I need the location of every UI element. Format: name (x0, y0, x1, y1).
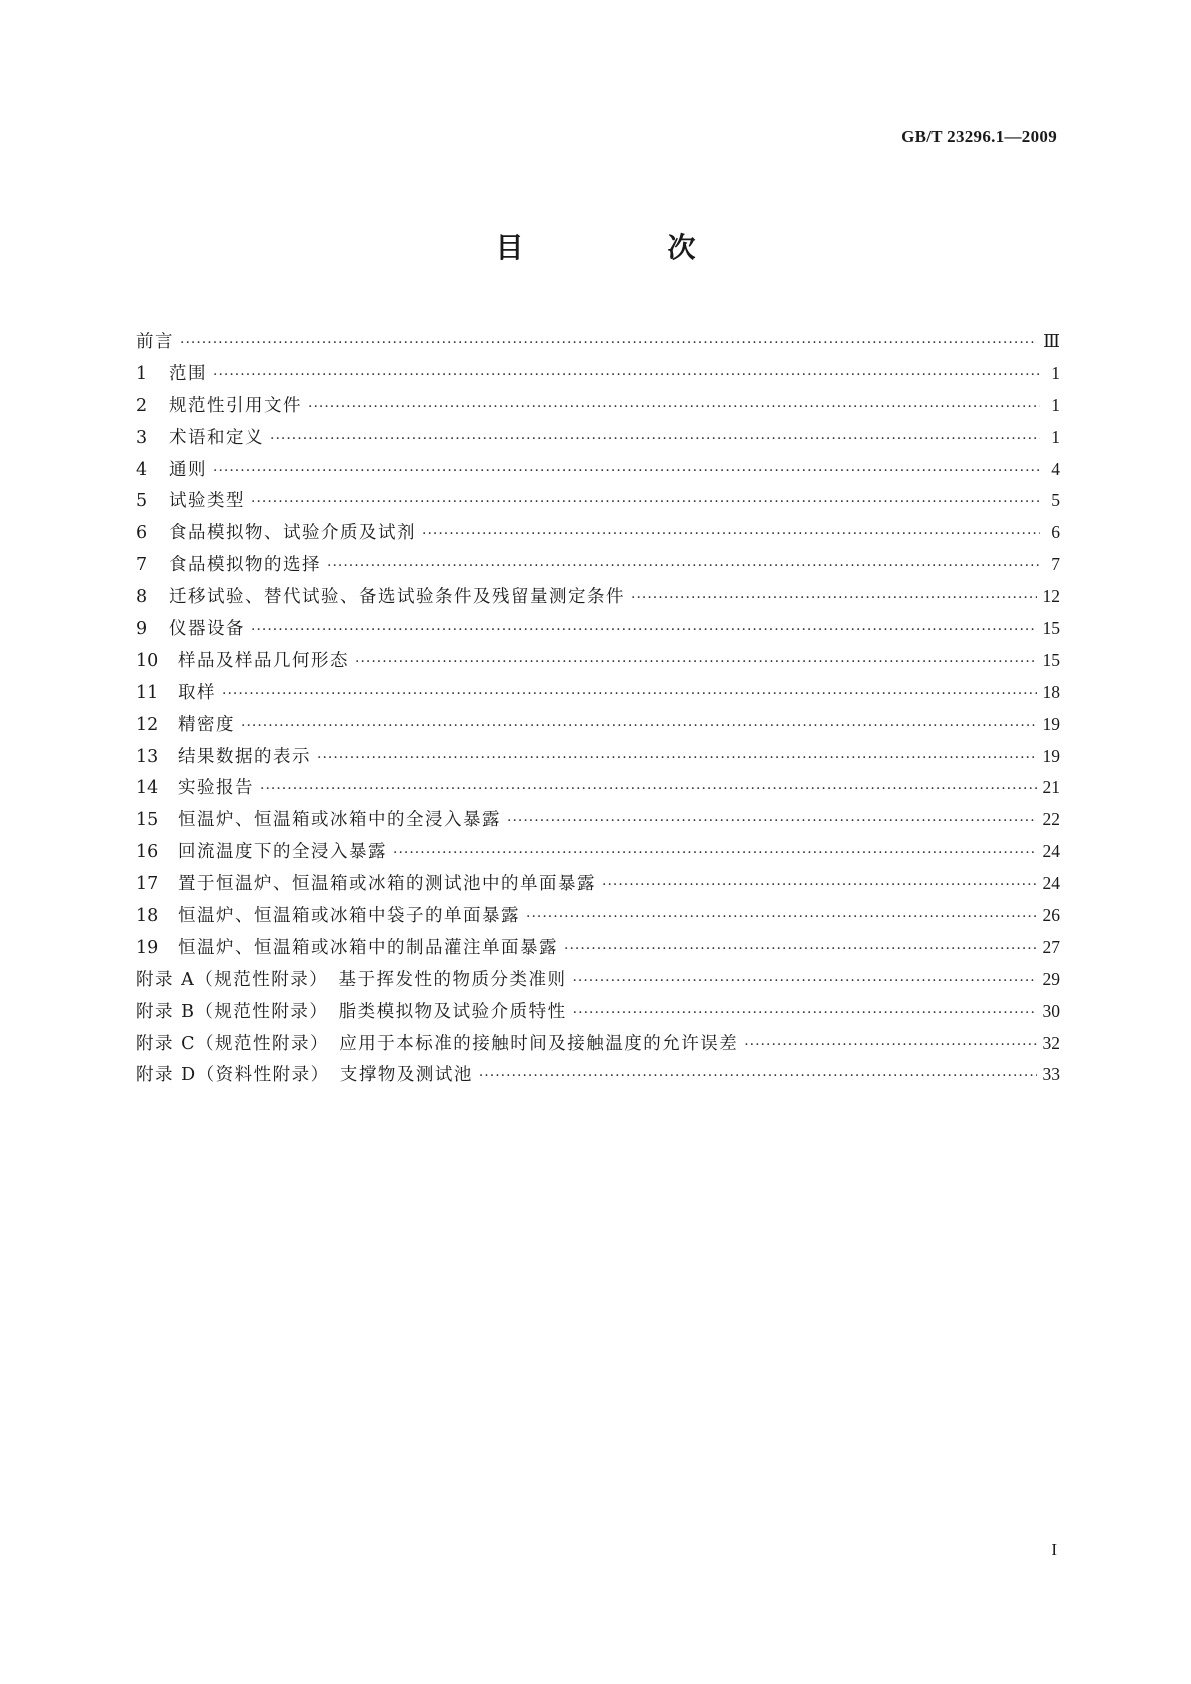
toc-entry-page: 22 (1042, 809, 1060, 830)
toc-entry-page: 19 (1042, 745, 1060, 766)
toc-leader-dots (251, 494, 1040, 510)
toc-entry-title: 食品模拟物的选择 (169, 555, 321, 576)
toc-entry-title: 附录 C（规范性附录） 应用于本标准的接触时间及接触温度的允许误差 (136, 1033, 739, 1054)
toc-entry-title: 规范性引用文件 (169, 395, 302, 416)
toc-entry-number: 9 (136, 619, 148, 640)
page-title: 目 次 (495, 231, 754, 264)
toc-entry-number: 7 (136, 555, 148, 576)
toc-entry-title: 结果数据的表示 (178, 746, 311, 767)
toc-entry[interactable] (136, 551, 1060, 583)
toc-entry-number: 16 (136, 842, 159, 863)
toc-entry[interactable] (136, 519, 1060, 551)
toc-entry[interactable] (136, 424, 1060, 456)
toc-entry[interactable] (136, 806, 1060, 838)
toc-leader-dots (479, 1068, 1037, 1084)
toc-entry[interactable] (136, 934, 1060, 966)
toc-entry[interactable] (136, 583, 1060, 615)
toc-entry-page: 1 (1051, 394, 1060, 415)
toc-entry-page: 32 (1042, 1032, 1060, 1053)
toc-leader-dots (251, 622, 1037, 638)
toc-entry[interactable] (136, 774, 1060, 806)
toc-leader-dots (355, 654, 1037, 670)
toc-entry-page: 1 (1051, 362, 1060, 383)
toc-entry-page: 6 (1051, 522, 1060, 543)
toc-entry-title: 前言 (136, 332, 174, 352)
toc-entry-title: 附录 B（规范性附录） 脂类模拟物及试验介质特性 (136, 1001, 567, 1022)
toc-entry[interactable] (136, 902, 1060, 934)
toc-entry-page: 19 (1042, 713, 1060, 734)
toc-entry-title: 恒温炉、恒温箱或冰箱中的制品灌注单面暴露 (178, 937, 558, 958)
toc-entry[interactable] (136, 647, 1060, 679)
toc-entry-title: 通则 (169, 459, 207, 480)
table-of-contents (136, 328, 1060, 1093)
toc-entry-number: 14 (136, 778, 159, 799)
toc-entry-number: 18 (136, 906, 159, 927)
toc-entry[interactable] (136, 998, 1060, 1030)
toc-entry-page: 33 (1042, 1064, 1060, 1085)
toc-entry-page: 4 (1051, 458, 1060, 479)
toc-leader-dots (241, 718, 1037, 734)
toc-leader-dots (573, 1005, 1037, 1021)
toc-leader-dots (308, 399, 1040, 415)
toc-leader-dots (422, 526, 1040, 542)
toc-leader-dots (213, 463, 1040, 479)
toc-entry[interactable] (136, 743, 1060, 775)
toc-entry-number: 8 (136, 587, 148, 608)
toc-entry-number: 19 (136, 937, 159, 958)
toc-entry-page: 5 (1051, 490, 1060, 511)
toc-entry-page: 24 (1042, 841, 1060, 862)
toc-entry-title: 范围 (169, 363, 207, 384)
toc-entry-title: 取样 (178, 682, 216, 703)
toc-entry-page: 7 (1051, 554, 1060, 575)
toc-entry-page: 12 (1042, 586, 1060, 607)
toc-entry[interactable] (136, 838, 1060, 870)
toc-entry[interactable] (136, 870, 1060, 902)
toc-entry-page: 24 (1042, 873, 1060, 894)
toc-entry[interactable] (136, 1061, 1060, 1093)
toc-entry-page: 15 (1042, 649, 1060, 670)
toc-leader-dots (602, 877, 1037, 893)
toc-entry-number: 13 (136, 746, 159, 767)
toc-entry-title: 恒温炉、恒温箱或冰箱中的全浸入暴露 (178, 810, 501, 831)
toc-entry-title: 回流温度下的全浸入暴露 (178, 842, 387, 863)
toc-entry[interactable] (136, 679, 1060, 711)
toc-entry-title: 仪器设备 (169, 619, 245, 640)
toc-entry-title: 术语和定义 (169, 427, 264, 448)
page-number: I (1051, 1540, 1057, 1559)
toc-leader-dots (507, 813, 1037, 829)
toc-entry[interactable] (136, 392, 1060, 424)
toc-leader-dots (260, 781, 1037, 797)
toc-entry-title: 恒温炉、恒温箱或冰箱中袋子的单面暴露 (178, 906, 520, 927)
toc-leader-dots (270, 431, 1040, 447)
toc-leader-dots (393, 845, 1037, 861)
toc-entry-title: 食品模拟物、试验介质及试剂 (169, 523, 416, 544)
toc-entry[interactable] (136, 487, 1060, 519)
toc-leader-dots (744, 1037, 1036, 1053)
toc-entry-number: 6 (136, 523, 148, 544)
toc-entry-page: 30 (1042, 1000, 1060, 1021)
toc-entry-number: 10 (136, 650, 159, 671)
toc-entry-title: 附录 A（规范性附录） 基于挥发性的物质分类准则 (136, 969, 567, 990)
toc-entry-page: Ⅲ (1043, 331, 1060, 351)
toc-leader-dots (213, 367, 1040, 383)
toc-entry[interactable] (136, 1030, 1060, 1062)
toc-leader-dots (572, 973, 1036, 989)
toc-entry-number: 2 (136, 395, 148, 416)
toc-entry-number: 4 (136, 459, 148, 480)
toc-entry-number: 5 (136, 491, 148, 512)
toc-entry-page: 27 (1042, 936, 1060, 957)
toc-entry[interactable] (136, 615, 1060, 647)
toc-entry-page: 15 (1042, 618, 1060, 639)
toc-entry-number: 3 (136, 427, 148, 448)
toc-entry-title: 迁移试验、替代试验、备选试验条件及残留量测定条件 (169, 587, 625, 608)
toc-entry-title: 置于恒温炉、恒温箱或冰箱的测试池中的单面暴露 (178, 874, 596, 895)
toc-entry[interactable] (136, 966, 1060, 998)
toc-entry-title: 附录 D（资料性附录） 支撑物及测试池 (136, 1065, 473, 1086)
toc-leader-dots (222, 686, 1037, 702)
toc-entry[interactable] (136, 328, 1060, 360)
toc-entry-title: 样品及样品几何形态 (178, 650, 349, 671)
toc-entry-title: 精密度 (178, 714, 235, 735)
toc-entry-title: 试验类型 (169, 491, 245, 512)
toc-entry[interactable] (136, 360, 1060, 392)
toc-leader-dots (564, 941, 1037, 957)
toc-entry[interactable] (136, 711, 1060, 743)
toc-entry-page: 29 (1042, 968, 1060, 989)
standard-code: GB/T 23296.1—2009 (901, 127, 1057, 146)
toc-entry-page: 21 (1042, 777, 1060, 798)
toc-entry[interactable] (136, 456, 1060, 488)
toc-entry-page: 26 (1042, 905, 1060, 926)
toc-leader-dots (180, 335, 1037, 351)
toc-entry-number: 1 (136, 363, 148, 384)
toc-entry-number: 17 (136, 874, 159, 895)
toc-leader-dots (631, 590, 1037, 606)
toc-leader-dots (526, 909, 1037, 925)
toc-leader-dots (317, 750, 1037, 766)
toc-entry-title: 实验报告 (178, 778, 254, 799)
toc-entry-page: 1 (1051, 426, 1060, 447)
toc-entry-number: 15 (136, 810, 159, 831)
toc-entry-number: 12 (136, 714, 159, 735)
toc-entry-number: 11 (136, 682, 159, 703)
toc-leader-dots (327, 558, 1040, 574)
toc-entry-page: 18 (1042, 681, 1060, 702)
